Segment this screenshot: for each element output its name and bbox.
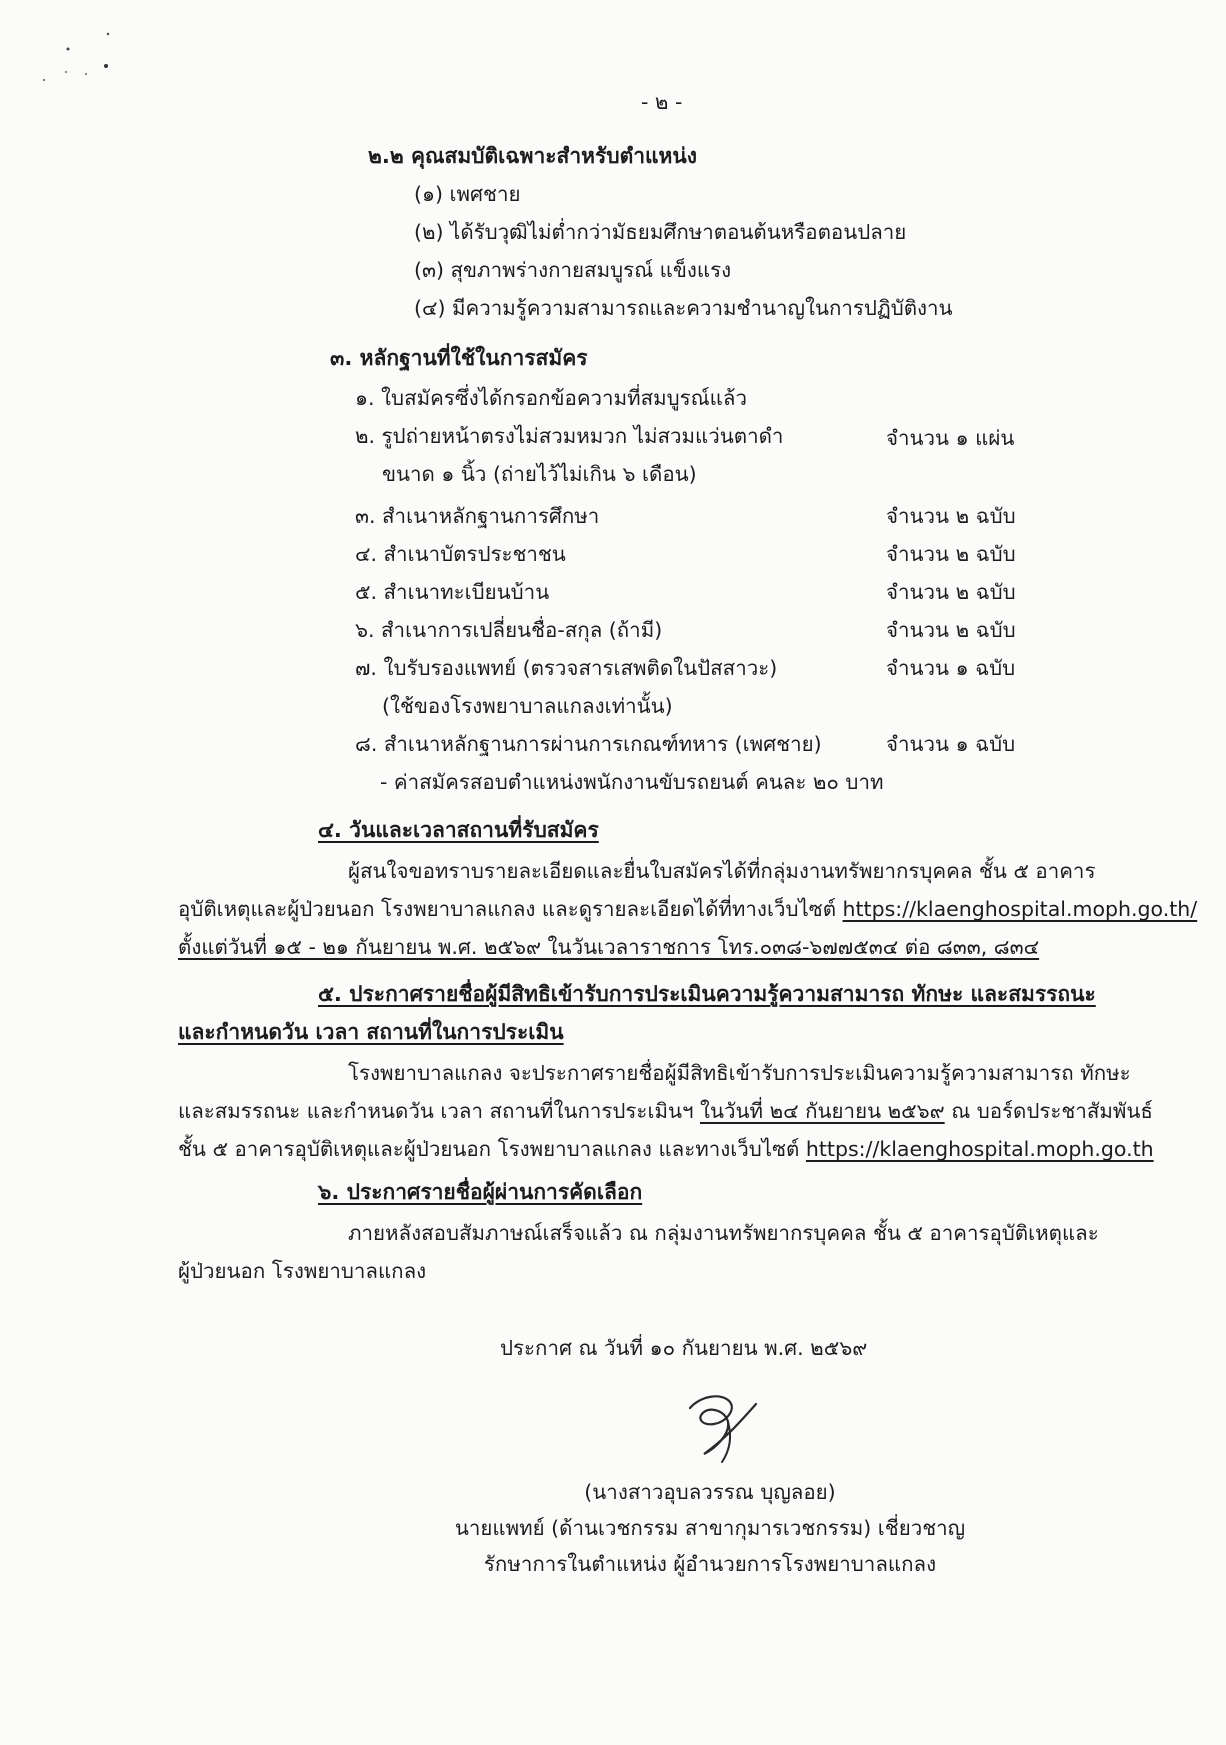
document-item-7: ๗. ใบรับรองแพทย์ (ตรวจสารเสพติดในปัสสาวะ) [355, 656, 778, 680]
document-item-7-count: จำนวน ๑ ฉบับ [886, 656, 1016, 680]
section-5-line1: โรงพยาบาลแกลง จะประกาศรายชื่อผู้มีสิทธิเข้ารับการประเมินความรู้ความสามารถ ทักษะ [348, 1061, 1131, 1085]
signatory-name: (นางสาวอุบลวรรณ บุญลอย) [584, 1480, 836, 1504]
website-link[interactable]: https://klaenghospital.moph.go.th/ [842, 897, 1198, 921]
document-item-4: ๔. สำเนาบัตรประชาชน [355, 542, 566, 566]
document-item-2: ๒. รูปถ่ายหน้าตรงไม่สวมหมวก ไม่สวมแว่นตาดำ [355, 424, 784, 448]
section-6-heading: ๖. ประกาศรายชื่อผู้ผ่านการคัดเลือก [318, 1180, 643, 1204]
scan-specks [38, 22, 128, 82]
document-item-5: ๕. สำเนาทะเบียนบ้าน [355, 580, 550, 604]
section-4-line1: ผู้สนใจขอทราบรายละเอียดและยื่นใบสมัครได้ที่กลุ่มงานทรัพยากรบุคคล ชั้น ๕ อาคาร [348, 859, 1096, 883]
section-5-line2-post: ณ บอร์ดประชาสัมพันธ์ [944, 1099, 1153, 1123]
section-6-line2: ผู้ป่วยนอก โรงพยาบาลแกลง [178, 1259, 427, 1283]
document-item-3: ๓. สำเนาหลักฐานการศึกษา [355, 504, 600, 528]
document-item-2-line2: ขนาด ๑ นิ้ว (ถ่ายไว้ไม่เกิน ๖ เดือน) [382, 462, 697, 486]
section-5-line2-pre: และสมรรถนะ และกำหนดวัน เวลา สถานที่ในการประเมินฯ [178, 1099, 700, 1123]
qualification-item: (๓) สุขภาพร่างกายสมบูรณ์ แข็งแรง [414, 258, 732, 282]
website-link[interactable]: https://klaenghospital.moph.go.th [805, 1137, 1154, 1161]
page-number: - ๒ - [641, 90, 683, 114]
signature-image [660, 1378, 770, 1478]
section-5-heading: ๕. ประกาศรายชื่อผู้มีสิทธิเข้ารับการประเมินความรู้ความสามารถ ทักษะ และสมรรถนะ [318, 982, 1096, 1006]
section-6-line1: ภายหลังสอบสัมภาษณ์เสร็จแล้ว ณ กลุ่มงานทรัพยากรบุคคล ชั้น ๕ อาคารอุบัติเหตุและ [348, 1221, 1099, 1245]
signatory-acting-position: รักษาการในตำแหน่ง ผู้อำนวยการโรงพยาบาลแกลง [483, 1552, 937, 1576]
document-item-7-line2: (ใช้ของโรงพยาบาลแกลงเท่านั้น) [382, 694, 673, 718]
qualification-item: (๔) มีความรู้ความสามารถและความชำนาญในการปฏิบัติงาน [414, 296, 953, 320]
section-4-line2-text: อุบัติเหตุและผู้ป่วยนอก โรงพยาบาลแกลง และดูรายละเอียดได้ที่ทางเว็บไซต์ [178, 897, 843, 921]
signatory-position: นายแพทย์ (ด้านเวชกรรม สาขากุมารเวชกรรม) เชี่ยวชาญ [454, 1516, 966, 1540]
announcement-date: ประกาศ ณ วันที่ ๑๐ กันยายน พ.ศ. ๒๕๖๙ [500, 1336, 868, 1360]
section-5-line2 [178, 1092, 1153, 1130]
qualification-item: (๒) ได้รับวุฒิไม่ต่ำกว่ามัธยมศึกษาตอนต้นหรือตอนปลาย [414, 220, 907, 244]
section-2-2-heading: ๒.๒ คุณสมบัติเฉพาะสำหรับตำแหน่ง [368, 144, 698, 168]
section-4-line3: ตั้งแต่วันที่ ๑๕ - ๒๑ กันยายน พ.ศ. ๒๕๖๙ ในวันเวลาราชการ โทร.๐๓๘-๖๗๗๕๓๔ ต่อ ๘๓๓, ๘๓๔ [178, 935, 1040, 959]
section-4-heading: ๔. วันและเวลาสถานที่รับสมัคร [318, 818, 599, 842]
document-item-2-count: จำนวน ๑ แผ่น [886, 426, 1015, 450]
section-5-heading-line2: และกำหนดวัน เวลา สถานที่ในการประเมิน [178, 1020, 564, 1044]
document-item-8-count: จำนวน ๑ ฉบับ [886, 732, 1016, 756]
qualification-item: (๑) เพศชาย [414, 182, 521, 206]
section-5-line3-text: ชั้น ๕ อาคารอุบัติเหตุและผู้ป่วยนอก โรงพยาบาลแกลง และทางเว็บไซต์ [178, 1137, 806, 1161]
section-5-line3 [178, 1130, 1154, 1168]
assessment-date: ในวันที่ ๒๔ กันยายน ๒๕๖๙ [700, 1099, 945, 1123]
document-item-4-count: จำนวน ๒ ฉบับ [886, 542, 1016, 566]
document-item-3-count: จำนวน ๒ ฉบับ [886, 504, 1016, 528]
document-item-6-count: จำนวน ๒ ฉบับ [886, 618, 1016, 642]
document-item-5-count: จำนวน ๒ ฉบับ [886, 580, 1016, 604]
document-item-1: ๑. ใบสมัครซึ่งได้กรอกข้อความที่สมบูรณ์แล้ว [355, 386, 747, 410]
document-item-8: ๘. สำเนาหลักฐานการผ่านการเกณฑ์ทหาร (เพศชาย) [355, 732, 822, 756]
document-item-6: ๖. สำเนาการเปลี่ยนชื่อ-สกุล (ถ้ามี) [355, 618, 663, 642]
section-3-heading: ๓. หลักฐานที่ใช้ในการสมัคร [330, 346, 588, 370]
section-4-line2 [178, 890, 1197, 928]
application-fee: - ค่าสมัครสอบตำแหน่งพนักงานขับรถยนต์ คนละ ๒๐ บาท [380, 770, 884, 794]
